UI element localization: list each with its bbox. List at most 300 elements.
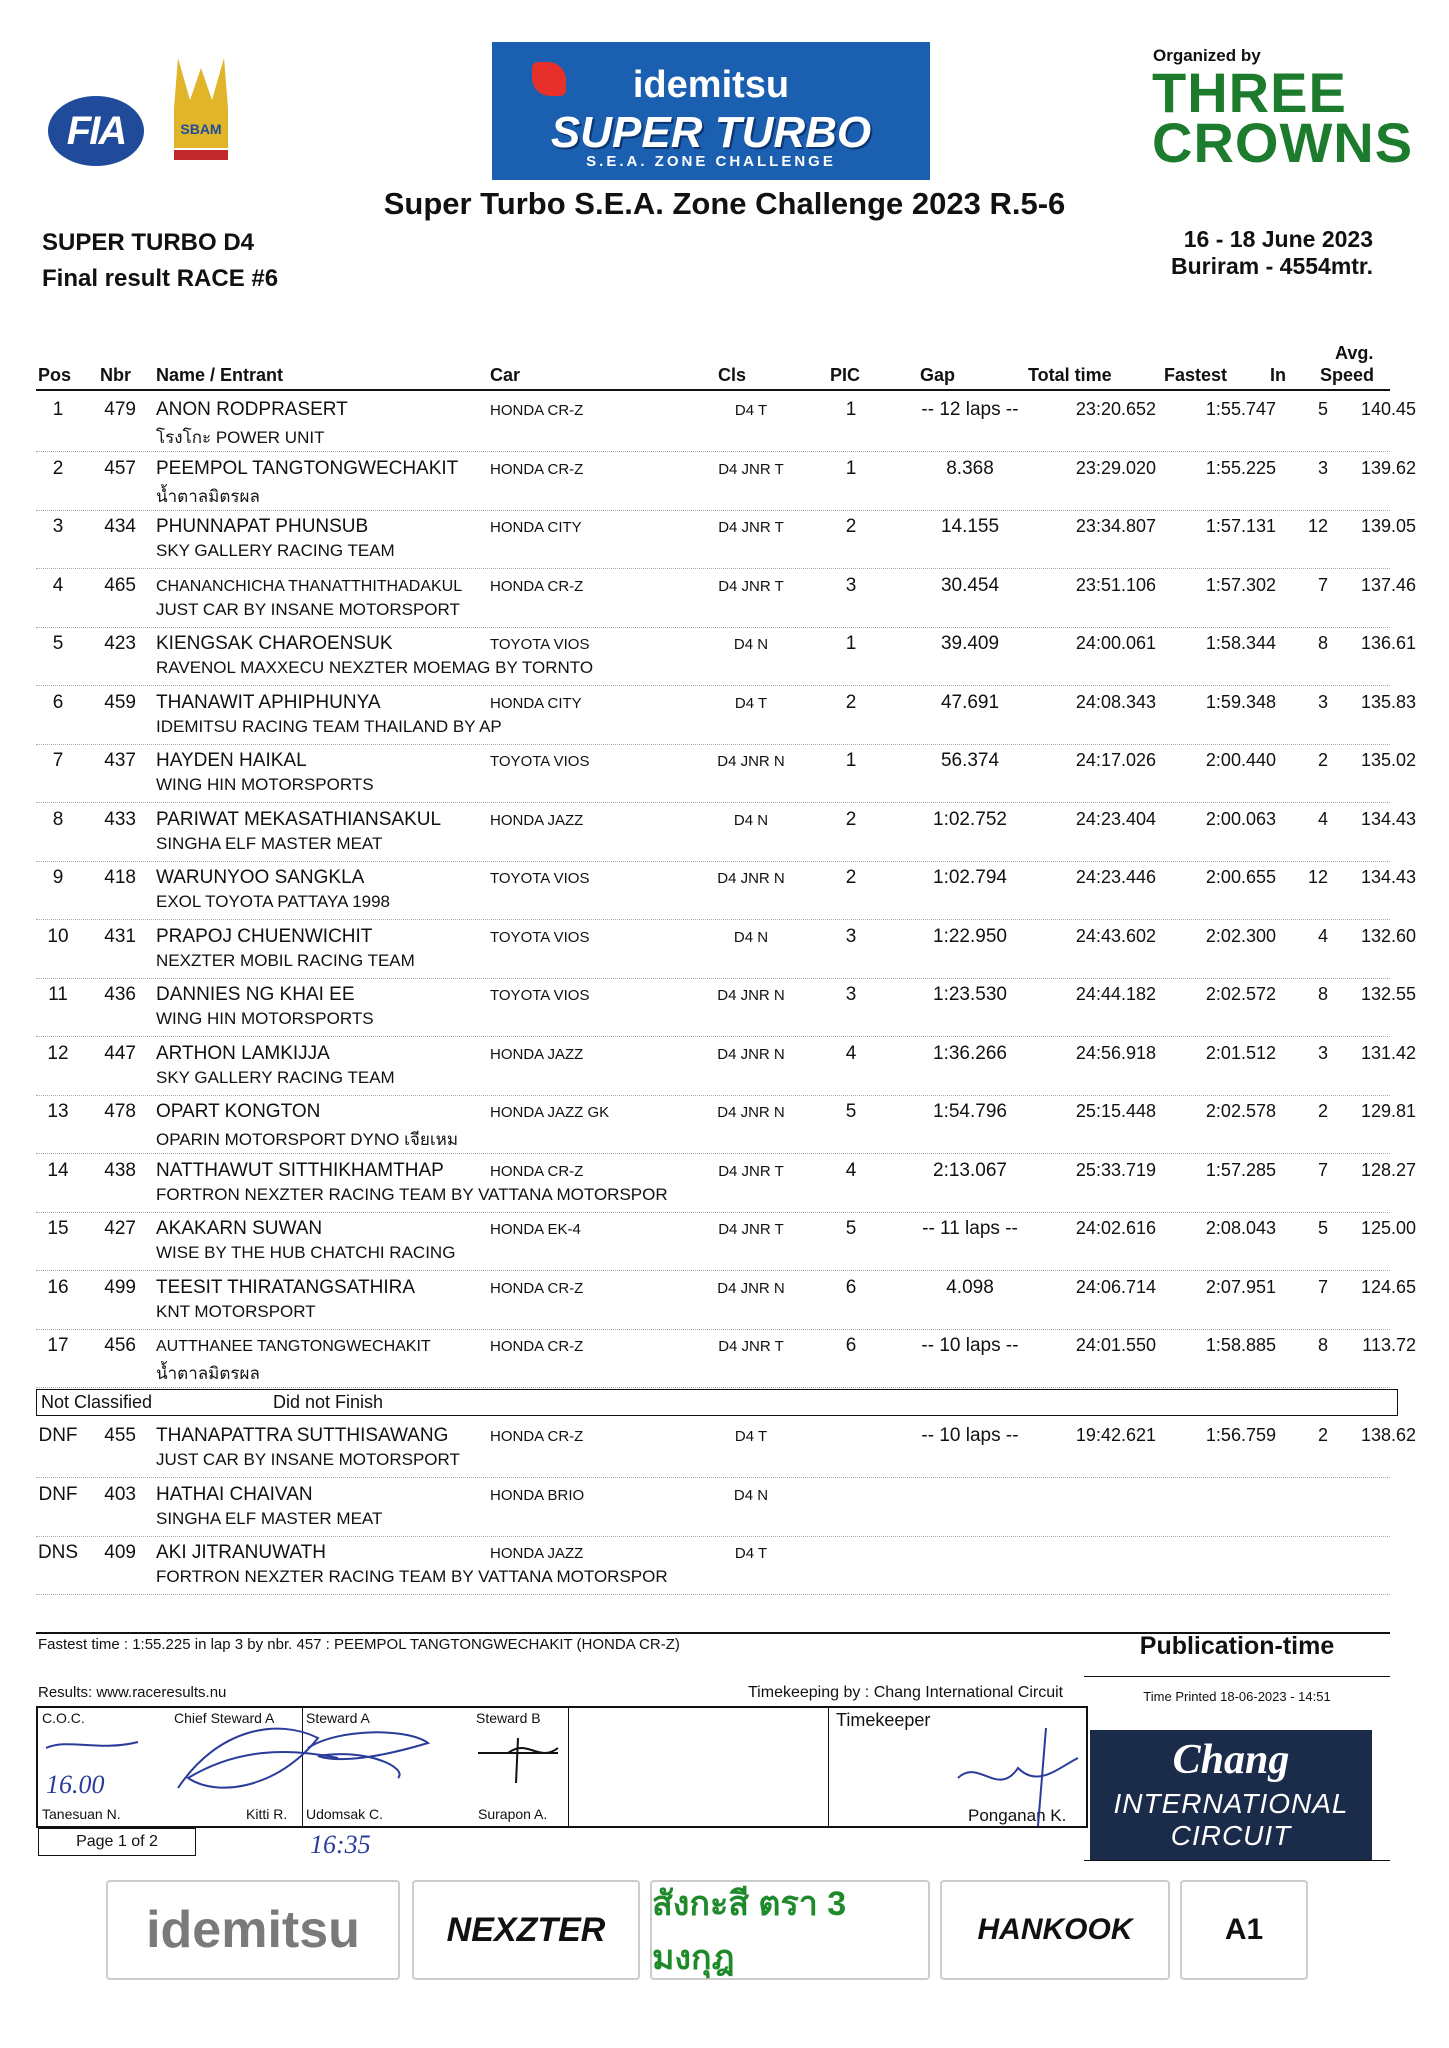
entrant-name: WING HIN MOTORSPORTS: [156, 1009, 374, 1028]
avg-speed-cell: 135.02: [1360, 750, 1416, 770]
gap-cell: 1:36.266: [933, 1042, 1007, 1064]
car-cell: HONDA CR-Z: [490, 1428, 584, 1445]
banner-zone: S.E.A. ZONE CHALLENGE: [586, 153, 836, 170]
banner-event: SUPER TURBO: [550, 108, 872, 157]
table-row: [36, 744, 1416, 803]
signatures: [38, 1708, 1086, 1826]
number-cell: 427: [104, 1218, 136, 1239]
pic-cell: 2: [845, 808, 857, 830]
gap-cell: -- 10 laps --: [921, 1425, 1019, 1446]
gap-cell: 8.368: [946, 457, 994, 479]
page-title: Super Turbo S.E.A. Zone Challenge 2023 R.5-6: [383, 186, 1066, 221]
class-title: SUPER TURBO D4: [42, 229, 255, 256]
fastest-lap-cell: 1:57.302: [1205, 574, 1276, 595]
class-cell: D4 JNR T: [718, 519, 784, 536]
sponsor-a1: A1: [1180, 1880, 1308, 1980]
pic-cell: 2: [845, 867, 857, 888]
in-lap-cell: 5: [1317, 1218, 1328, 1238]
driver-name: AKI JITRANUWATH: [156, 1542, 326, 1563]
class-cell: D4 N: [733, 811, 769, 829]
total-time-cell: 23:34.807: [1075, 516, 1156, 536]
avg-speed-cell: 136.61: [1360, 633, 1416, 653]
position-cell: 9: [52, 867, 64, 888]
car-cell: TOYOTA VIOS: [490, 753, 590, 770]
number-cell: 437: [104, 750, 136, 771]
position-cell: 13: [47, 1101, 69, 1122]
sbam-logo: [168, 48, 234, 166]
entrant-name: OPARIN MOTORSPORT DYNO เจียเหม: [156, 1130, 459, 1149]
table-row: [36, 1154, 1416, 1213]
col-gap: Gap: [920, 365, 956, 385]
table-row: [36, 569, 1416, 628]
idemitsu-super-turbo-banner: [492, 42, 930, 180]
in-lap-cell: 2: [1317, 750, 1328, 770]
car-cell: HONDA JAZZ: [490, 1545, 584, 1562]
table-row: [36, 510, 1416, 569]
driver-name: NATTHAWUT SITTHIKHAMTHAP: [156, 1159, 444, 1181]
number-cell: 403: [104, 1483, 136, 1505]
total-time-cell: 24:17.026: [1075, 750, 1156, 770]
sponsor-idemitsu: idemitsu: [106, 1880, 400, 1980]
steward-a-label: Steward A: [306, 1710, 370, 1726]
gap-cell: -- 12 laps --: [921, 399, 1019, 420]
total-time-cell: 24:01.550: [1075, 1335, 1156, 1355]
col-in: In: [1270, 365, 1286, 385]
car-cell: TOYOTA VIOS: [490, 636, 590, 653]
position-cell: 7: [52, 750, 64, 771]
driver-name: TEESIT THIRATANGSATHIRA: [156, 1276, 415, 1298]
number-cell: 499: [104, 1276, 136, 1298]
car-cell: HONDA CR-Z: [490, 1279, 584, 1297]
pic-cell: 1: [845, 457, 857, 479]
number-cell: 479: [104, 399, 136, 420]
class-cell: D4 T: [734, 694, 768, 712]
in-lap-cell: 3: [1317, 691, 1328, 712]
in-lap-cell: 7: [1317, 1159, 1328, 1180]
in-lap-cell: 12: [1307, 516, 1328, 536]
in-lap-cell: 4: [1317, 808, 1328, 829]
fastest-lap-cell: 2:07.951: [1205, 1276, 1276, 1297]
entrant-name: SKY GALLERY RACING TEAM: [156, 541, 395, 560]
number-cell: 438: [104, 1159, 136, 1181]
table-row: [36, 1212, 1416, 1271]
position-cell: 17: [47, 1335, 69, 1356]
col-name: Name / Entrant: [156, 365, 284, 385]
event-date: 16 - 18 June 2023: [1183, 226, 1373, 252]
in-lap-cell: 7: [1317, 1276, 1328, 1297]
pic-cell: 4: [845, 1159, 857, 1181]
total-time-cell: 25:33.719: [1075, 1159, 1156, 1180]
table-row: [36, 978, 1416, 1037]
pic-cell: 6: [845, 1276, 857, 1298]
car-cell: HONDA CITY: [490, 519, 582, 536]
fastest-lap-cell: 1:56.759: [1205, 1425, 1276, 1445]
gap-cell: 30.454: [940, 574, 1000, 596]
driver-name: CHANANCHICHA THANATTHITHADAKUL: [156, 577, 463, 595]
total-time-cell: 24:08.343: [1075, 691, 1156, 712]
entrant-name: น้ำตาลมิตรผล: [156, 486, 260, 506]
pic-cell: 3: [845, 925, 857, 947]
class-cell: D4 JNR N: [717, 987, 785, 1004]
fastest-lap-cell: 2:08.043: [1205, 1218, 1276, 1238]
position-cell: 6: [52, 691, 64, 713]
number-cell: 478: [104, 1101, 136, 1122]
class-cell: D4 JNR T: [718, 577, 784, 595]
position-cell: 3: [52, 516, 64, 537]
avg-speed-cell: 125.00: [1360, 1218, 1416, 1238]
class-cell: D4 JNR T: [718, 1338, 784, 1355]
entrant-name: NEXZTER MOBIL RACING TEAM: [156, 950, 415, 970]
not-classified-bar: [36, 1389, 1398, 1416]
gap-cell: 56.374: [940, 750, 1000, 771]
pic-cell: 2: [845, 516, 857, 537]
driver-name: DANNIES NG KHAI EE: [156, 984, 355, 1005]
driver-name: OPART KONGTON: [156, 1101, 321, 1122]
avg-speed-cell: 140.45: [1360, 399, 1416, 419]
fastest-lap-cell: 1:55.225: [1205, 457, 1276, 478]
table-row: [36, 803, 1416, 862]
car-cell: HONDA CR-Z: [490, 460, 584, 478]
did-not-finish-label: Did not Finish: [273, 1392, 384, 1412]
in-lap-cell: 3: [1317, 1042, 1328, 1063]
pic-cell: 6: [845, 1335, 857, 1356]
fastest-lap-cell: 2:02.578: [1205, 1101, 1276, 1121]
not-classified-label: Not Classified: [41, 1392, 153, 1412]
position-cell: 15: [47, 1218, 69, 1239]
page-indicator: Page 1 of 2: [38, 1828, 196, 1856]
gap-cell: 39.409: [940, 633, 1000, 654]
number-cell: 409: [104, 1542, 136, 1563]
avg-speed-cell: 134.43: [1360, 808, 1416, 829]
fastest-lap-cell: 1:58.344: [1205, 633, 1276, 653]
time-printed: Time Printed 18-06-2023 - 14:51: [1143, 1689, 1331, 1704]
avg-speed-cell: 132.60: [1360, 925, 1416, 946]
number-cell: 456: [104, 1335, 136, 1356]
gap-cell: 4.098: [946, 1276, 994, 1298]
table-row: [36, 1271, 1416, 1330]
fastest-lap-cell: 2:00.063: [1205, 808, 1276, 829]
entrant-name: EXOL TOYOTA PATTAYA 1998: [156, 892, 391, 911]
position-cell: 16: [47, 1276, 69, 1298]
total-time-cell: 23:29.020: [1075, 457, 1156, 478]
in-lap-cell: 4: [1317, 925, 1328, 946]
position-cell: DNS: [37, 1542, 79, 1563]
col-cls: Cls: [718, 365, 747, 385]
number-cell: 457: [104, 457, 136, 479]
class-cell: D4 JNR N: [717, 870, 785, 887]
car-cell: HONDA EK-4: [490, 1221, 581, 1238]
fastest-lap-cell: 2:02.572: [1205, 984, 1276, 1004]
fastest-lap-cell: 2:00.440: [1205, 750, 1276, 770]
pic-cell: 4: [845, 1042, 857, 1064]
total-time-cell: 24:06.714: [1075, 1276, 1156, 1297]
entrant-name: FORTRON NEXZTER RACING TEAM BY VATTANA MOTORSPOR: [156, 1184, 668, 1204]
class-cell: D4 N: [733, 636, 769, 653]
avg-speed-cell: 139.62: [1360, 457, 1416, 478]
chief-steward-name: Kitti R.: [246, 1806, 288, 1822]
gap-cell: 47.691: [940, 691, 1000, 713]
entrant-name: RAVENOL MAXXECU NEXZTER MOEMAG BY TORNTO: [156, 658, 594, 677]
fastest-lap-cell: 2:00.655: [1205, 867, 1276, 887]
total-time-cell: 23:51.106: [1075, 574, 1156, 595]
avg-speed-cell: 137.46: [1360, 574, 1416, 595]
avg-speed-cell: 129.81: [1360, 1101, 1416, 1121]
results-link[interactable]: Results: www.raceresults.nu: [38, 1684, 227, 1701]
chang-circuit-logo: Chang INTERNATIONAL CIRCUIT: [1090, 1730, 1372, 1860]
total-time-cell: 24:23.404: [1075, 808, 1156, 829]
handwritten-time-2: 16:35: [310, 1830, 371, 1859]
class-cell: D4 JNR N: [717, 753, 785, 770]
timekeeping-note: Timekeeping by : Chang International Circuit: [748, 1684, 1064, 1701]
in-lap-cell: 3: [1317, 457, 1328, 478]
avg-speed-cell: 138.62: [1360, 1425, 1416, 1445]
gap-cell: 1:54.796: [933, 1101, 1007, 1122]
avg-speed-cell: 128.27: [1360, 1159, 1416, 1180]
table-row: [36, 1037, 1416, 1096]
position-cell: 2: [52, 457, 64, 479]
fastest-lap-cell: 2:01.512: [1205, 1042, 1276, 1063]
entrant-name: KNT MOTORSPORT: [156, 1301, 316, 1321]
col-car: Car: [490, 365, 521, 385]
pic-cell: 3: [845, 574, 857, 596]
driver-name: PRAPOJ CHUENWICHIT: [156, 925, 373, 947]
car-cell: TOYOTA VIOS: [490, 928, 590, 946]
class-cell: D4 N: [733, 1486, 769, 1504]
in-lap-cell: 2: [1317, 1101, 1328, 1121]
svg-text:SBAM: SBAM: [180, 121, 222, 137]
pic-cell: 5: [845, 1101, 857, 1122]
table-row: [36, 452, 1416, 511]
sponsor-hankook: HANKOOK: [940, 1880, 1170, 1980]
steward-b-name: Surapon A.: [478, 1806, 548, 1822]
fastest-lap-cell: 1:59.348: [1205, 691, 1276, 712]
fastest-time-note: Fastest time : 1:55.225 in lap 3 by nbr. 457 : PEEMPOL TANGTONGWECHAKIT (HONDA CR-Z): [38, 1636, 680, 1653]
avg-speed-cell: 134.43: [1360, 867, 1416, 887]
avg-speed-cell: 124.65: [1360, 1276, 1416, 1297]
fastest-lap-cell: 2:02.300: [1205, 925, 1276, 946]
entrant-name: น้ำตาลมิตรผล: [156, 1364, 260, 1383]
driver-name: PARIWAT MEKASATHIANSAKUL: [156, 808, 442, 830]
col-speed: Speed: [1320, 365, 1375, 385]
class-cell: D4 JNR N: [717, 1279, 785, 1297]
entrant-name: SKY GALLERY RACING TEAM: [156, 1067, 395, 1087]
pic-cell: 2: [845, 691, 857, 713]
pic-cell: 3: [845, 984, 857, 1005]
class-cell: D4 T: [734, 402, 768, 419]
number-cell: 434: [104, 516, 136, 537]
driver-name: HATHAI CHAIVAN: [156, 1483, 313, 1505]
total-time-cell: 19:42.621: [1075, 1425, 1156, 1445]
in-lap-cell: 7: [1317, 574, 1328, 595]
entrant-name: IDEMITSU RACING TEAM THAILAND BY AP: [156, 716, 502, 736]
session-title: Final result RACE #6: [42, 265, 279, 292]
driver-name: AUTTHANEE TANGTONGWECHAKIT: [156, 1338, 431, 1355]
position-cell: 4: [52, 574, 64, 596]
gap-cell: 1:02.794: [933, 867, 1007, 888]
class-cell: D4 JNR T: [718, 1221, 784, 1238]
class-cell: D4 JNR N: [717, 1104, 785, 1121]
total-time-cell: 25:15.448: [1075, 1101, 1156, 1121]
fastest-lap-cell: 1:55.747: [1205, 399, 1276, 419]
entrant-name: SINGHA ELF MASTER MEAT: [156, 1508, 383, 1528]
pic-cell: 5: [845, 1218, 857, 1239]
steward-b-label: Steward B: [476, 1710, 541, 1726]
publication-time-title: Publication-time: [1139, 1632, 1335, 1660]
signature-box: [36, 1706, 1088, 1828]
driver-name: PHUNNAPAT PHUNSUB: [156, 516, 369, 537]
total-time-cell: 24:43.602: [1075, 925, 1156, 946]
car-cell: HONDA JAZZ: [490, 811, 584, 829]
col-total: Total time: [1028, 365, 1112, 385]
timekeeper-name: Ponganan K.: [968, 1806, 1067, 1825]
avg-speed-cell: 131.42: [1360, 1042, 1416, 1063]
total-time-cell: 24:00.061: [1075, 633, 1156, 653]
number-cell: 418: [104, 867, 136, 888]
driver-name: AKAKARN SUWAN: [156, 1218, 323, 1239]
number-cell: 431: [104, 925, 136, 947]
fia-logo: FIA: [48, 96, 144, 166]
car-cell: HONDA CR-Z: [490, 402, 584, 419]
entrant-name: JUST CAR BY INSANE MOTORSPORT: [156, 1450, 460, 1469]
car-cell: HONDA CR-Z: [490, 1338, 584, 1355]
number-cell: 455: [104, 1425, 136, 1446]
gap-cell: 1:22.950: [933, 925, 1007, 947]
gap-cell: 1:23.530: [933, 984, 1007, 1005]
number-cell: 436: [104, 984, 136, 1005]
table-row: [36, 861, 1416, 920]
car-cell: TOYOTA VIOS: [490, 987, 590, 1004]
in-lap-cell: 2: [1317, 1425, 1328, 1445]
car-cell: HONDA BRIO: [490, 1486, 585, 1504]
avg-speed-cell: 132.55: [1360, 984, 1416, 1004]
entrant-name: WING HIN MOTORSPORTS: [156, 775, 374, 794]
position-cell: DNF: [38, 1483, 78, 1505]
gap-cell: -- 10 laps --: [921, 1335, 1019, 1356]
table-row: [36, 627, 1416, 686]
in-lap-cell: 8: [1317, 984, 1328, 1004]
event-venue: Buriram - 4554mtr.: [1171, 253, 1373, 279]
fastest-lap-cell: 1:57.131: [1205, 516, 1276, 536]
car-cell: HONDA JAZZ: [490, 1045, 584, 1063]
entrant-name: JUST CAR BY INSANE MOTORSPORT: [156, 599, 460, 619]
table-row: [36, 686, 1416, 745]
car-cell: HONDA CR-Z: [490, 1162, 584, 1180]
pic-cell: 1: [845, 633, 857, 654]
number-cell: 459: [104, 691, 136, 713]
car-cell: TOYOTA VIOS: [490, 870, 590, 887]
entrant-name: FORTRON NEXZTER RACING TEAM BY VATTANA MOTORSPOR: [156, 1567, 668, 1586]
car-cell: HONDA CITY: [490, 694, 582, 712]
position-cell: 11: [48, 984, 68, 1005]
avg-speed-cell: 113.72: [1362, 1335, 1416, 1355]
gap-cell: 2:13.067: [933, 1159, 1007, 1181]
class-cell: D4 JNR T: [718, 460, 784, 478]
total-time-cell: 24:23.446: [1075, 867, 1156, 887]
coc-name: Tanesuan N.: [42, 1806, 121, 1822]
position-cell: 8: [52, 808, 64, 830]
table-row: [36, 1536, 1390, 1595]
table-row: [36, 1419, 1416, 1478]
entrant-name: WISE BY THE HUB CHATCHI RACING: [156, 1243, 456, 1262]
col-nbr: Nbr: [100, 365, 131, 385]
table-row: [36, 1095, 1416, 1154]
driver-name: HAYDEN HAIKAL: [156, 750, 307, 771]
driver-name: ANON RODPRASERT: [156, 399, 348, 420]
pic-cell: 1: [845, 750, 857, 771]
total-time-cell: 23:20.652: [1075, 399, 1156, 419]
header-divider: [36, 389, 1390, 391]
entrant-name: โรงโกะ POWER UNIT: [156, 428, 325, 447]
total-time-cell: 24:02.616: [1075, 1218, 1156, 1238]
class-cell: D4 T: [734, 1428, 768, 1445]
driver-name: KIENGSAK CHAROENSUK: [156, 633, 393, 654]
position-cell: 1: [52, 399, 64, 420]
class-cell: D4 JNR T: [718, 1162, 784, 1180]
handwritten-time: 16.00: [46, 1770, 105, 1799]
three-crowns-logo: THREE CROWNS: [1152, 61, 1414, 174]
driver-name: PEEMPOL TANGTONGWECHAKIT: [156, 457, 459, 479]
organized-by-label: Organized by: [1153, 46, 1261, 65]
pic-cell: 1: [845, 399, 857, 420]
position-cell: 12: [47, 1042, 69, 1064]
class-cell: D4 T: [734, 1545, 768, 1562]
car-cell: HONDA JAZZ GK: [490, 1104, 610, 1121]
table-row: [36, 1329, 1416, 1388]
driver-name: ARTHON LAMKIJJA: [156, 1042, 330, 1064]
col-pic: PIC: [830, 365, 861, 385]
timekeeper-label: Timekeeper: [836, 1710, 931, 1730]
chief-steward-label: Chief Steward A: [174, 1710, 275, 1726]
number-cell: 447: [104, 1042, 136, 1064]
footer-divider: [36, 1632, 1084, 1634]
position-cell: 14: [47, 1159, 69, 1181]
total-time-cell: 24:44.182: [1075, 984, 1156, 1004]
table-row: [36, 1478, 1390, 1537]
table-row: [36, 920, 1416, 979]
car-cell: HONDA CR-Z: [490, 577, 584, 595]
driver-name: THANAPATTRA SUTTHISAWANG: [156, 1425, 449, 1446]
coc-label: C.O.C.: [42, 1710, 85, 1726]
in-lap-cell: 12: [1307, 867, 1328, 887]
avg-speed-cell: 139.05: [1360, 516, 1416, 536]
sponsor-three-crowns-zinc: สังกะสี ตรา 3 มงกุฎ: [650, 1880, 930, 1980]
banner-brand: idemitsu: [632, 64, 790, 106]
col-avg: Avg.: [1335, 343, 1374, 363]
number-cell: 433: [104, 808, 136, 830]
table-row: [36, 393, 1416, 452]
gap-cell: 14.155: [940, 516, 1000, 537]
in-lap-cell: 8: [1317, 1335, 1328, 1355]
col-fastest: Fastest: [1164, 365, 1228, 385]
driver-name: THANAWIT APHIPHUNYA: [156, 691, 381, 713]
number-cell: 465: [104, 574, 136, 596]
position-cell: 10: [47, 925, 69, 947]
in-lap-cell: 8: [1317, 633, 1328, 653]
in-lap-cell: 5: [1317, 399, 1328, 419]
entrant-name: SINGHA ELF MASTER MEAT: [156, 833, 383, 853]
gap-cell: -- 11 laps --: [922, 1218, 1018, 1239]
class-cell: D4 N: [733, 928, 769, 946]
class-cell: D4 JNR N: [717, 1045, 785, 1063]
position-cell: 5: [52, 633, 64, 654]
col-pos: Pos: [38, 365, 72, 385]
fastest-lap-cell: 1:57.285: [1205, 1159, 1276, 1180]
avg-speed-cell: 135.83: [1360, 691, 1416, 712]
fastest-lap-cell: 1:58.885: [1205, 1335, 1276, 1355]
gap-cell: 1:02.752: [933, 808, 1007, 830]
total-time-cell: 24:56.918: [1075, 1042, 1156, 1063]
driver-name: WARUNYOO SANGKLA: [156, 867, 365, 888]
